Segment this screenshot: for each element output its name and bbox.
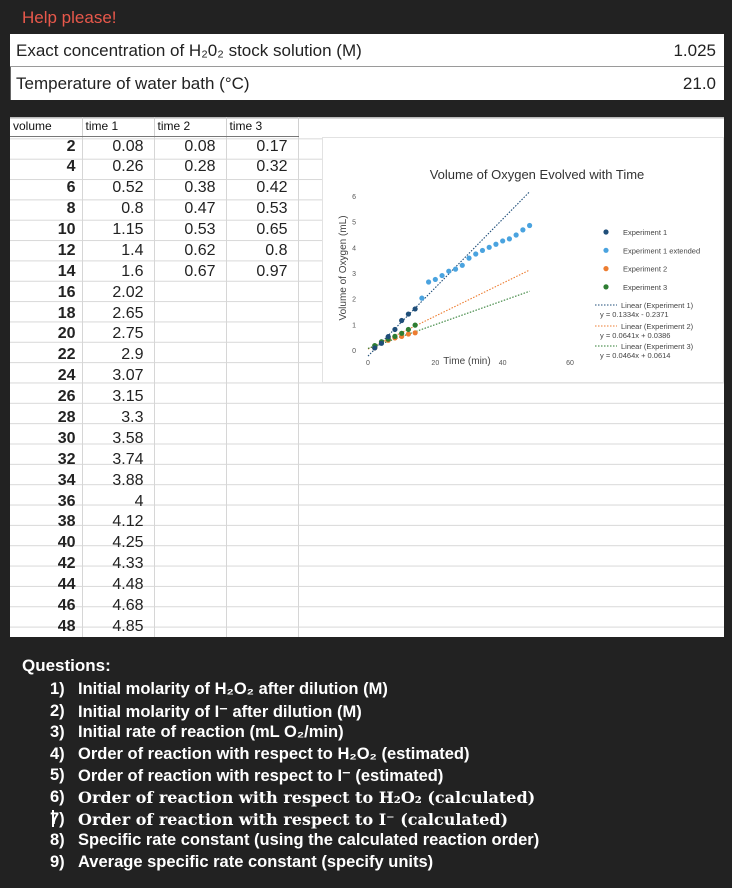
- question-text: Order of reaction with respect to H₂O₂ (calculated): [78, 787, 536, 807]
- x-tick-label: 0: [366, 360, 370, 367]
- data-point: [419, 296, 424, 301]
- table-row: [10, 199, 298, 220]
- trendline: [368, 270, 530, 349]
- table-row: [10, 303, 298, 324]
- water-bath-temperature-label: Temperature of water bath (°C): [16, 74, 250, 93]
- time-2-cell[interactable]: 0.38: [154, 178, 226, 199]
- time-1-cell[interactable]: 1.15: [82, 220, 154, 241]
- volume-cell[interactable]: 24: [10, 366, 82, 387]
- data-point: [439, 273, 444, 278]
- info-box: [10, 34, 724, 100]
- volume-cell[interactable]: 38: [10, 512, 82, 533]
- time-2-cell[interactable]: [154, 282, 226, 303]
- y-tick-label: 4: [352, 245, 356, 253]
- time-1-cell[interactable]: 0.26: [82, 157, 154, 178]
- time-1-cell[interactable]: 3.58: [82, 428, 154, 449]
- time-3-cell[interactable]: 0.53: [226, 199, 298, 220]
- volume-cell[interactable]: 18: [10, 303, 82, 324]
- data-point: [413, 306, 418, 311]
- trendline-equation: y = 0.0464x + 0.0614: [600, 351, 671, 360]
- time-2-cell[interactable]: 0.08: [154, 136, 226, 157]
- chart-x-axis-label: Time (min): [443, 356, 491, 367]
- x-tick-label: 40: [498, 360, 507, 367]
- table-row: [10, 387, 298, 408]
- time-2-cell[interactable]: 0.62: [154, 240, 226, 261]
- time-1-cell[interactable]: 2.65: [82, 303, 154, 324]
- question-number: 1): [50, 680, 65, 698]
- question-item: [50, 766, 690, 788]
- water-bath-temperature-row: [10, 67, 724, 100]
- volume-cell[interactable]: 48: [10, 616, 82, 637]
- volume-cell[interactable]: 16: [10, 282, 82, 303]
- chart-plot-area: [352, 192, 574, 367]
- time-1-cell[interactable]: 0.08: [82, 136, 154, 157]
- volume-cell[interactable]: 36: [10, 491, 82, 512]
- data-point: [399, 318, 404, 323]
- question-text: Specific rate constant (using the calculated reaction order): [78, 831, 540, 850]
- data-point: [406, 327, 411, 332]
- time-3-cell[interactable]: 0.97: [226, 261, 298, 282]
- time-2-cell[interactable]: 0.53: [154, 220, 226, 241]
- data-point: [413, 330, 418, 335]
- time-2-cell[interactable]: [154, 345, 226, 366]
- time-3-cell[interactable]: [226, 491, 298, 512]
- volume-cell[interactable]: 44: [10, 575, 82, 596]
- legend-label: Experiment 1: [623, 228, 668, 237]
- chart-legend: [595, 228, 700, 360]
- time-2-cell[interactable]: 0.28: [154, 157, 226, 178]
- time-2-cell[interactable]: [154, 533, 226, 554]
- x-tick-label: 60: [566, 360, 574, 367]
- time-1-cell[interactable]: 0.8: [82, 199, 154, 220]
- data-table: [10, 117, 299, 637]
- legend-label: Experiment 2: [623, 264, 668, 274]
- volume-cell[interactable]: 40: [10, 533, 82, 554]
- data-point: [406, 311, 411, 316]
- volume-cell[interactable]: 22: [10, 345, 82, 366]
- help-title: Help please!: [22, 8, 117, 27]
- time-3-cell[interactable]: 0.32: [226, 157, 298, 178]
- time-3-cell[interactable]: [226, 616, 298, 637]
- volume-cell[interactable]: 28: [10, 408, 82, 429]
- question-text: Order of reaction with respect to I⁻ (estimated): [78, 767, 444, 786]
- time-2-cell[interactable]: [154, 428, 226, 449]
- volume-cell[interactable]: 34: [10, 470, 82, 491]
- time-3-cell[interactable]: 0.17: [226, 136, 298, 157]
- time-2-cell[interactable]: [154, 470, 226, 491]
- data-point: [433, 277, 438, 282]
- question-item: [50, 702, 690, 724]
- question-text: Order of reaction with respect to H₂O₂ (estimated): [78, 744, 470, 763]
- table-row: [10, 157, 298, 178]
- volume-cell[interactable]: 4: [10, 157, 82, 178]
- question-number: 6): [50, 787, 65, 806]
- spreadsheet: [10, 117, 724, 637]
- data-point: [514, 232, 519, 237]
- time-1-cell[interactable]: 4.85: [82, 616, 154, 637]
- table-row: [10, 345, 298, 366]
- time-3-cell[interactable]: [226, 408, 298, 429]
- question-text: Initial rate of reaction (mL O₂/min): [78, 723, 344, 742]
- question-text: Order of reaction with respect to I⁻ (calculated): [78, 809, 509, 829]
- volume-cell[interactable]: 6: [10, 178, 82, 199]
- table-row: [10, 554, 298, 575]
- question-text: Initial molarity of I⁻ after dilution (M): [78, 702, 362, 721]
- table-row: [10, 470, 298, 491]
- time-1-cell[interactable]: 4.12: [82, 512, 154, 533]
- time-2-cell[interactable]: [154, 303, 226, 324]
- volume-cell[interactable]: 42: [10, 554, 82, 575]
- legend-trendline-label: Linear (Experiment 3): [621, 342, 694, 351]
- chart-y-axis-label: Volume of Oxygen (mL): [338, 215, 349, 321]
- time-3-cell[interactable]: [226, 596, 298, 617]
- oxygen-volume-chart[interactable]: [322, 137, 724, 383]
- time-1-cell[interactable]: 2.02: [82, 282, 154, 303]
- time-2-cell[interactable]: [154, 387, 226, 408]
- volume-cell[interactable]: 12: [10, 240, 82, 261]
- time-2-cell[interactable]: [154, 491, 226, 512]
- data-point: [413, 323, 418, 328]
- y-tick-label: 3: [352, 271, 356, 278]
- data-point: [480, 248, 485, 253]
- table-row: [10, 220, 298, 241]
- question-item: [50, 723, 690, 745]
- time-2-cell[interactable]: 0.67: [154, 261, 226, 282]
- data-point: [446, 269, 451, 274]
- data-point: [399, 331, 404, 336]
- questions-section: [22, 656, 540, 871]
- time-1-cell[interactable]: 4.68: [82, 596, 154, 617]
- table-row: [10, 240, 298, 261]
- legend-marker: [603, 229, 608, 234]
- header-time-3[interactable]: time 3: [226, 117, 298, 136]
- trendline-equation: y = 0.0641x + 0.0386: [600, 331, 671, 340]
- question-number: 9): [50, 852, 65, 871]
- time-1-cell[interactable]: 0.52: [82, 178, 154, 199]
- time-3-cell[interactable]: 0.42: [226, 178, 298, 199]
- stock-concentration-label: Exact concentration of H₂0₂ stock solution (M): [16, 41, 362, 60]
- y-tick-label: 0: [352, 348, 356, 355]
- data-point: [493, 242, 498, 247]
- table-row: [10, 491, 298, 512]
- time-2-cell[interactable]: [154, 554, 226, 575]
- question-number: 4): [50, 744, 65, 763]
- table-row: [10, 408, 298, 429]
- question-item: [50, 680, 690, 702]
- volume-cell[interactable]: 32: [10, 449, 82, 470]
- volume-cell[interactable]: 14: [10, 261, 82, 282]
- time-1-cell[interactable]: 4: [82, 491, 154, 512]
- question-item: [50, 853, 690, 875]
- data-point: [392, 327, 397, 332]
- time-3-cell[interactable]: [226, 533, 298, 554]
- time-3-cell[interactable]: [226, 575, 298, 596]
- data-point: [426, 279, 431, 284]
- y-tick-label: 1: [352, 322, 356, 330]
- time-3-cell[interactable]: [226, 470, 298, 491]
- time-2-cell[interactable]: [154, 596, 226, 617]
- table-row: [10, 428, 298, 449]
- time-3-cell[interactable]: [226, 512, 298, 533]
- data-point: [372, 345, 377, 350]
- time-2-cell[interactable]: [154, 616, 226, 637]
- question-number: 5): [50, 766, 65, 785]
- data-point: [520, 227, 525, 232]
- legend-trendline-label: Linear (Experiment 1): [621, 301, 694, 310]
- table-row: [10, 366, 298, 387]
- table-row: [10, 282, 298, 303]
- table-row: [10, 261, 298, 282]
- volume-cell[interactable]: 20: [10, 324, 82, 345]
- question-number: 2): [50, 701, 65, 720]
- question-item: [50, 810, 690, 832]
- time-3-cell[interactable]: [226, 387, 298, 408]
- data-point: [406, 331, 411, 336]
- y-tick-label: 2: [352, 296, 356, 304]
- time-2-cell[interactable]: [154, 408, 226, 429]
- time-1-cell[interactable]: 3.74: [82, 449, 154, 470]
- data-point: [487, 245, 492, 250]
- time-1-cell[interactable]: 4.33: [82, 554, 154, 575]
- time-3-cell[interactable]: [226, 428, 298, 449]
- data-point: [500, 238, 505, 243]
- data-point: [460, 263, 465, 268]
- legend-marker: [603, 266, 608, 271]
- data-point: [473, 251, 478, 256]
- data-point: [386, 334, 391, 339]
- question-number: 7): [50, 809, 65, 828]
- time-2-cell[interactable]: [154, 449, 226, 470]
- time-3-cell[interactable]: [226, 282, 298, 303]
- data-point: [466, 256, 471, 261]
- table-row: [10, 512, 298, 533]
- time-3-cell[interactable]: 0.8: [226, 240, 298, 261]
- time-1-cell[interactable]: 3.07: [82, 366, 154, 387]
- chart-title: Volume of Oxygen Evolved with Time: [429, 167, 645, 182]
- table-row: [10, 616, 298, 637]
- time-2-cell[interactable]: [154, 512, 226, 533]
- time-1-cell[interactable]: 1.6: [82, 261, 154, 282]
- trendline-equation: y = 0.1334x - 0.2371: [600, 310, 669, 319]
- data-point: [453, 267, 458, 272]
- volume-cell[interactable]: 8: [10, 199, 82, 220]
- header-row: [10, 117, 298, 136]
- question-text: Initial molarity of H₂O₂ after dilution (M): [78, 680, 388, 698]
- stock-concentration-row: [10, 34, 724, 67]
- table-row: [10, 324, 298, 345]
- table-row: [10, 178, 298, 199]
- water-bath-temperature-value[interactable]: 21.0: [682, 74, 716, 93]
- question-item: [50, 788, 690, 810]
- question-number: 8): [50, 831, 65, 850]
- time-3-cell[interactable]: [226, 554, 298, 575]
- table-body: [10, 136, 298, 637]
- time-3-cell[interactable]: [226, 345, 298, 366]
- legend-marker: [603, 284, 608, 289]
- time-1-cell[interactable]: 4.25: [82, 533, 154, 554]
- volume-cell[interactable]: 46: [10, 596, 82, 617]
- table-row: [10, 575, 298, 596]
- time-1-cell[interactable]: 3.15: [82, 387, 154, 408]
- time-2-cell[interactable]: 0.47: [154, 199, 226, 220]
- time-3-cell[interactable]: [226, 324, 298, 345]
- questions-title: Questions:: [22, 656, 111, 675]
- volume-cell[interactable]: 10: [10, 220, 82, 241]
- time-1-cell[interactable]: 3.88: [82, 470, 154, 491]
- header-volume[interactable]: volume: [10, 117, 82, 136]
- time-2-cell[interactable]: [154, 575, 226, 596]
- question-text: Average specific rate constant (specify units): [78, 852, 434, 871]
- time-1-cell[interactable]: 3.3: [82, 408, 154, 429]
- legend-label: Experiment 1 extended: [623, 246, 701, 256]
- table-row: [10, 533, 298, 554]
- legend-trendline-label: Linear (Experiment 2): [621, 322, 694, 331]
- x-tick-label: 20: [431, 360, 440, 367]
- time-2-cell[interactable]: [154, 366, 226, 387]
- data-point: [507, 236, 512, 241]
- legend-marker: [603, 248, 608, 253]
- table-row: [10, 136, 298, 157]
- volume-cell[interactable]: 30: [10, 428, 82, 449]
- y-tick-label: 6: [352, 194, 356, 201]
- chart-svg: [323, 138, 724, 384]
- table-row: [10, 449, 298, 470]
- time-3-cell[interactable]: 0.65: [226, 220, 298, 241]
- time-1-cell[interactable]: 1.4: [82, 240, 154, 261]
- volume-cell[interactable]: 2: [10, 136, 82, 157]
- trendline: [368, 192, 530, 356]
- legend-label: Experiment 3: [623, 282, 668, 292]
- data-point: [392, 334, 397, 339]
- data-point: [379, 341, 384, 346]
- volume-cell[interactable]: 26: [10, 387, 82, 408]
- question-item: [50, 831, 690, 853]
- header-time-1[interactable]: time 1: [82, 117, 154, 136]
- time-1-cell[interactable]: 4.48: [82, 575, 154, 596]
- time-1-cell[interactable]: 2.75: [82, 324, 154, 345]
- questions-list: [50, 680, 690, 874]
- time-3-cell[interactable]: [226, 449, 298, 470]
- data-point: [527, 223, 532, 228]
- time-2-cell[interactable]: [154, 324, 226, 345]
- table-row: [10, 596, 298, 617]
- time-3-cell[interactable]: [226, 303, 298, 324]
- question-number: 3): [50, 723, 65, 742]
- stock-concentration-value[interactable]: 1.025: [673, 41, 716, 60]
- time-1-cell[interactable]: 2.9: [82, 345, 154, 366]
- header-time-2[interactable]: time 2: [154, 117, 226, 136]
- trendline: [368, 291, 530, 348]
- time-3-cell[interactable]: [226, 366, 298, 387]
- y-tick-label: 5: [352, 219, 356, 227]
- cell-border: [10, 67, 11, 100]
- question-item: [50, 745, 690, 767]
